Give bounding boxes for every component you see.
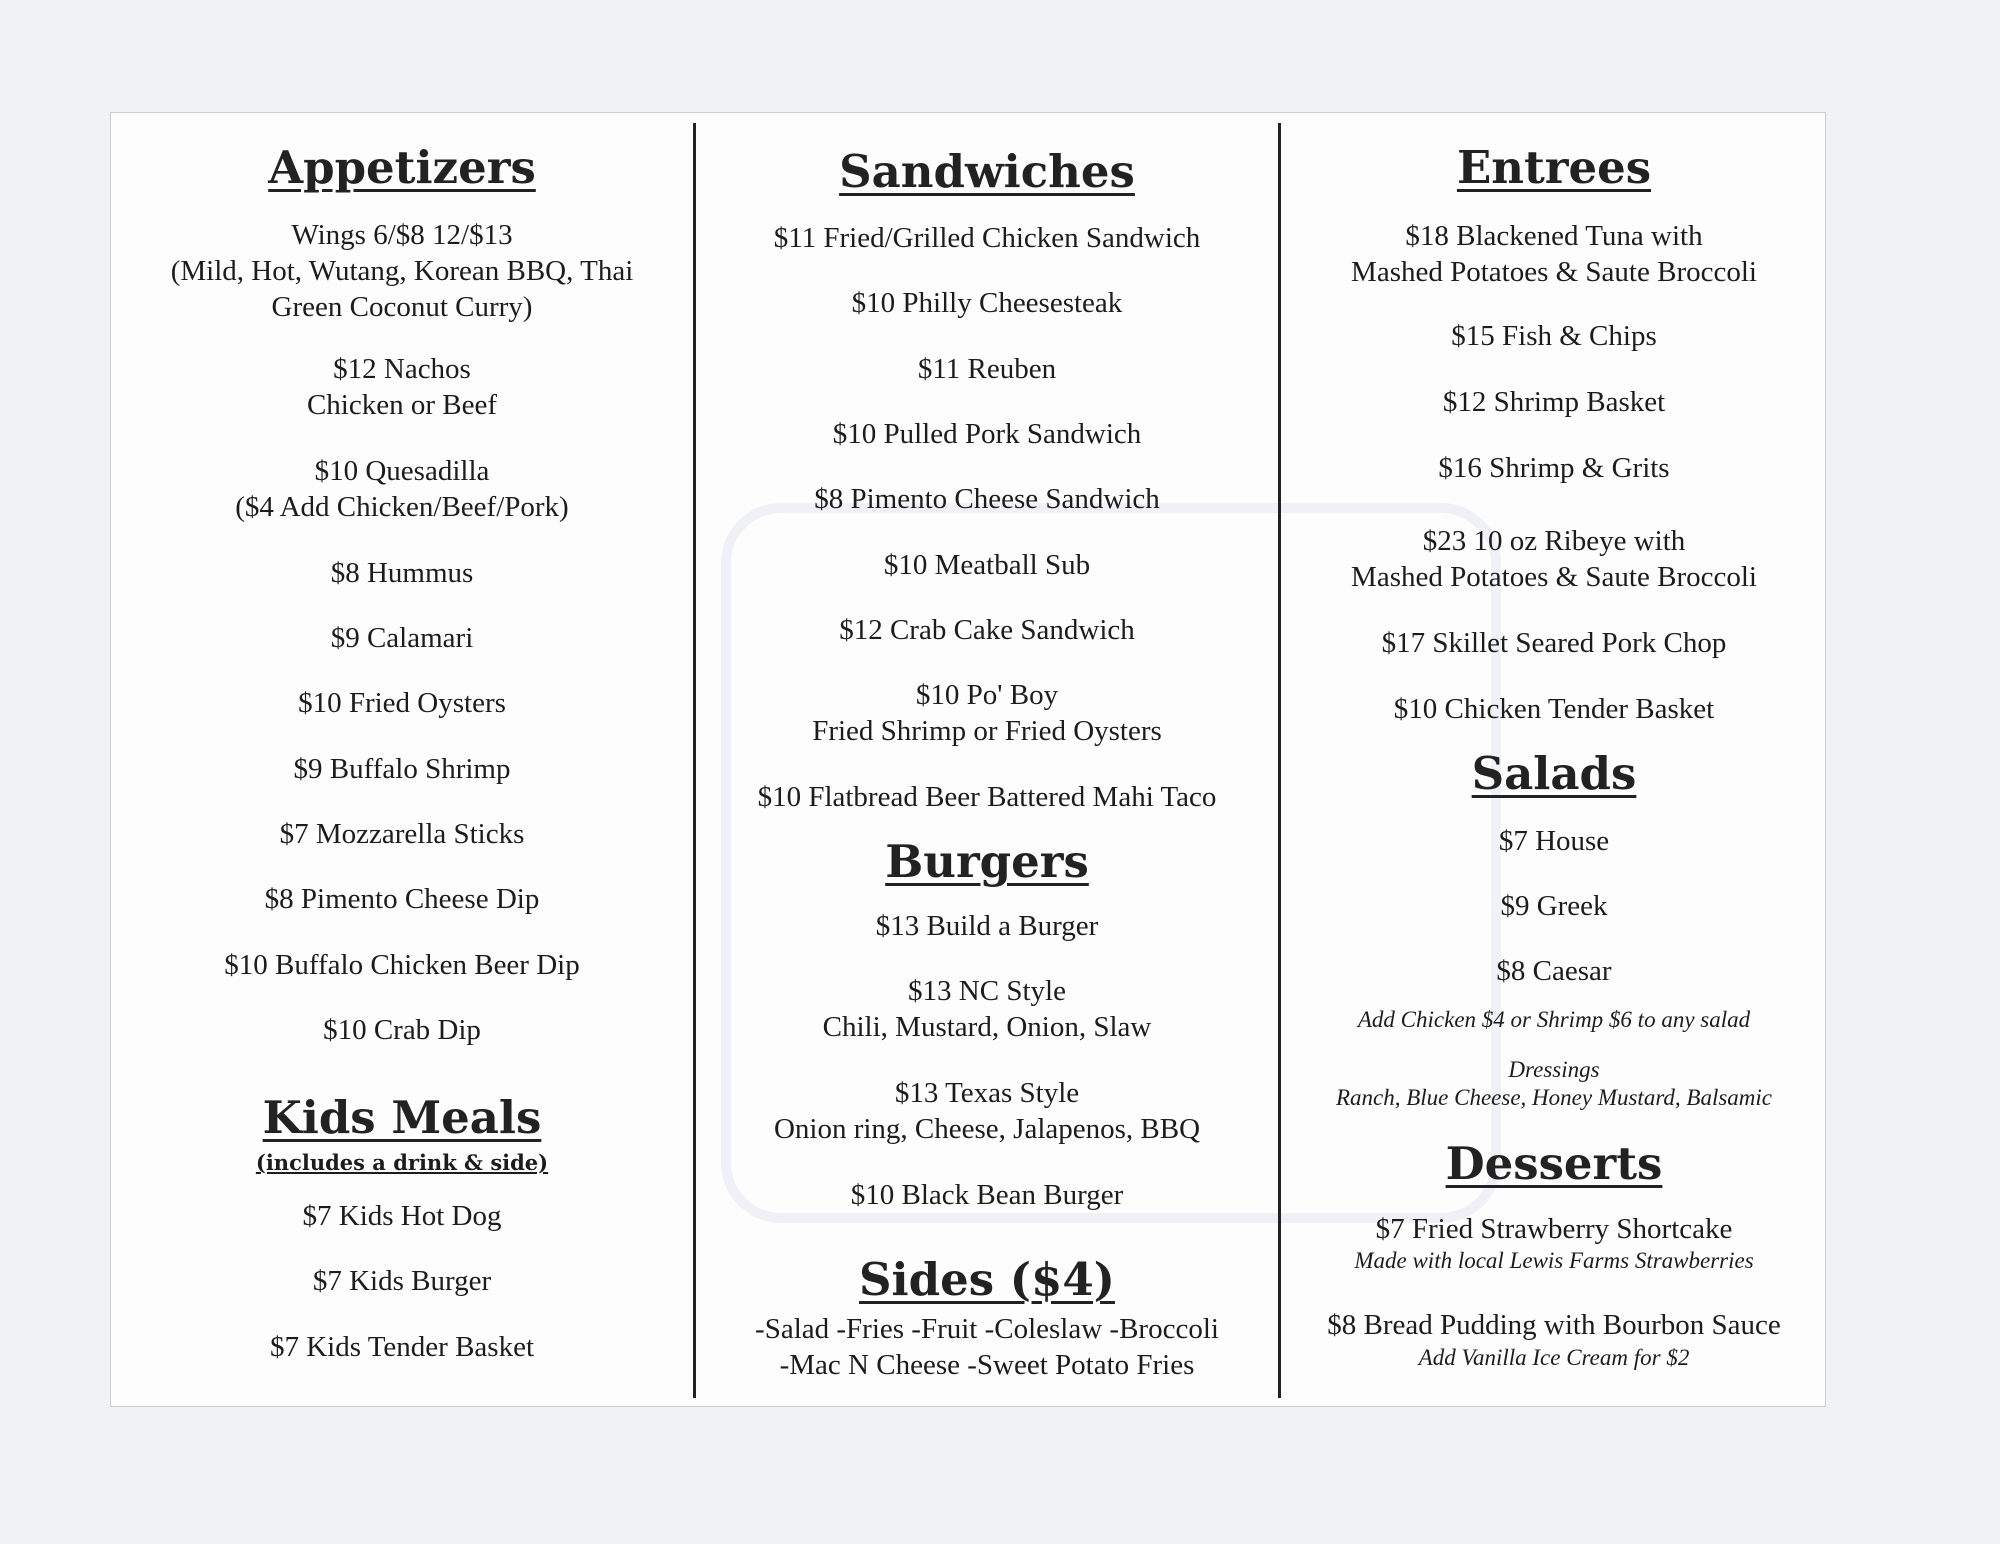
menu-item: $10 Fried Oysters <box>298 687 506 719</box>
sandwiches-heading: Sandwiches <box>839 145 1135 198</box>
menu-item: $12 Shrimp Basket <box>1442 386 1666 418</box>
menu-item: $13 Texas Style Onion ring, Cheese, Jalapenos, BBQ <box>773 1077 1201 1145</box>
menu-item: $9 Greek <box>1500 890 1608 922</box>
salad-add-note: Add Chicken $4 or Shrimp $6 to any salad <box>1357 1007 1751 1032</box>
kids-meals-heading: Kids Meals <box>262 1091 542 1144</box>
burgers-heading: Burgers <box>885 835 1089 888</box>
menu-item: $10 Pulled Pork Sandwich <box>832 418 1142 450</box>
appetizers-heading: Appetizers <box>268 141 536 194</box>
menu-item: $7 House <box>1498 825 1610 857</box>
menu-item: $11 Fried/Grilled Chicken Sandwich <box>773 222 1201 254</box>
dressings-label: Dressings <box>1508 1057 1600 1082</box>
menu-item: $10 Meatball Sub <box>883 549 1091 581</box>
menu-sheet <box>110 112 1826 1407</box>
dessert-note: Made with local Lewis Farms Strawberries <box>1354 1248 1754 1273</box>
menu-item: $10 Po' Boy Fried Shrimp or Fried Oysters <box>812 679 1162 747</box>
salads-heading: Salads <box>1471 747 1637 800</box>
menu-item: $7 Kids Tender Basket <box>269 1331 535 1363</box>
menu-item: $10 Philly Cheesesteak <box>851 287 1123 319</box>
menu-item: $8 Pimento Cheese Sandwich <box>814 483 1160 515</box>
menu-item: $7 Fried Strawberry Shortcake <box>1375 1213 1733 1245</box>
menu-item: $16 Shrimp & Grits <box>1438 452 1670 484</box>
menu-item: $9 Buffalo Shrimp <box>293 753 511 785</box>
menu-item: Wings 6/$8 12/$13 (Mild, Hot, Wutang, Korean BBQ, Thai Green Coconut Curry) <box>170 219 634 323</box>
menu-item: $9 Calamari <box>330 622 474 654</box>
sides-heading: Sides ($4) <box>859 1253 1115 1306</box>
menu-item: $8 Hummus <box>330 557 474 589</box>
menu-item: $10 Black Bean Burger <box>850 1179 1124 1211</box>
menu-item: $11 Reuben <box>917 353 1057 385</box>
menu-item: $7 Mozzarella Sticks <box>279 818 525 850</box>
menu-item: $13 NC Style Chili, Mustard, Onion, Slaw <box>822 975 1152 1043</box>
dressings-list: Ranch, Blue Cheese, Honey Mustard, Balsamic <box>1335 1085 1773 1110</box>
dessert-note: Add Vanilla Ice Cream for $2 <box>1418 1345 1690 1370</box>
menu-item: $10 Chicken Tender Basket <box>1393 693 1715 725</box>
kids-meals-subtitle: (includes a drink & side) <box>255 1150 549 1175</box>
menu-item: $10 Quesadilla ($4 Add Chicken/Beef/Pork) <box>235 455 569 523</box>
menu-item: $23 10 oz Ribeye with Mashed Potatoes & Saute Broccoli <box>1351 525 1757 593</box>
menu-item: $13 Build a Burger <box>875 910 1099 942</box>
menu-item: $7 Kids Burger <box>312 1265 492 1297</box>
menu-item: $7 Kids Hot Dog <box>302 1200 502 1232</box>
menu-item: $15 Fish & Chips <box>1451 320 1657 352</box>
sides-list: -Salad -Fries -Fruit -Coleslaw -Broccoli -Mac N Cheese -Sweet Potato Fries <box>755 1313 1219 1381</box>
menu-item: $12 Nachos Chicken or Beef <box>306 353 498 421</box>
menu-item: $8 Caesar <box>1496 955 1612 987</box>
menu-item: $10 Flatbread Beer Battered Mahi Taco <box>757 781 1217 813</box>
menu-item: $10 Buffalo Chicken Beer Dip <box>224 949 580 981</box>
menu-item: $18 Blackened Tuna with Mashed Potatoes & Saute Broccoli <box>1351 220 1757 288</box>
menu-item: $12 Crab Cake Sandwich <box>839 614 1135 646</box>
menu-item: $8 Bread Pudding with Bourbon Sauce <box>1327 1309 1781 1341</box>
menu-item: $17 Skillet Seared Pork Chop <box>1381 627 1727 659</box>
desserts-heading: Desserts <box>1445 1137 1663 1190</box>
menu-item: $8 Pimento Cheese Dip <box>264 883 540 915</box>
entrees-heading: Entrees <box>1456 141 1652 194</box>
menu-item: $10 Crab Dip <box>323 1014 481 1046</box>
